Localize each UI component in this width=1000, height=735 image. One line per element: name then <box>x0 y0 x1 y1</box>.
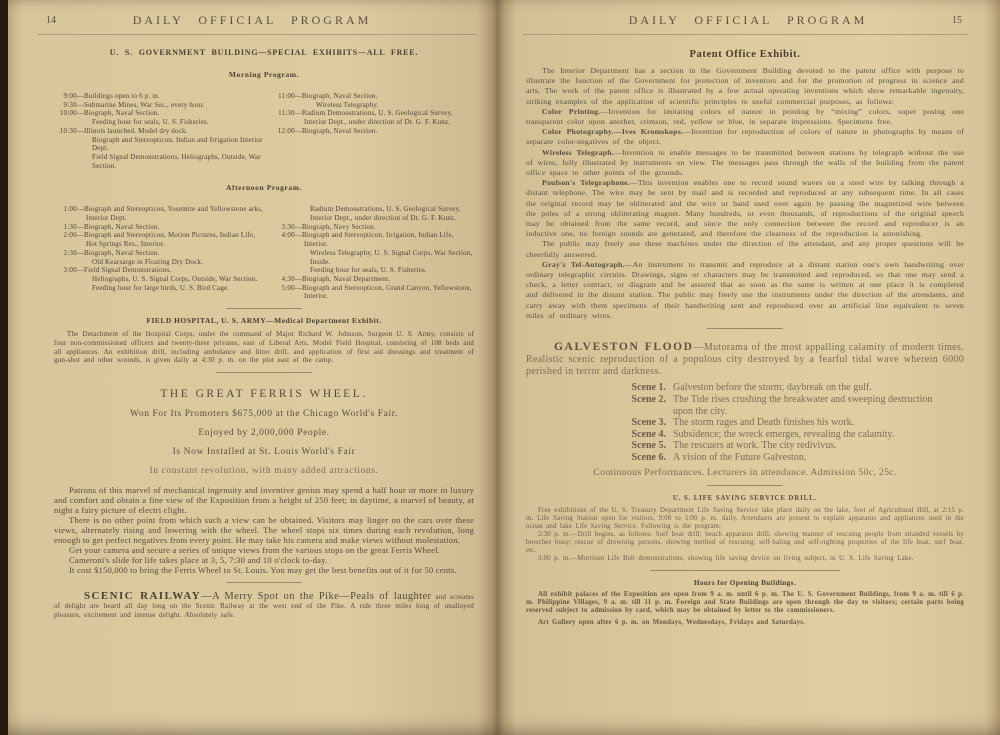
schedule-item: 1:00—Biograph and Stereopticon, Yosemite and Yellowstone arks, Interior Dept. <box>63 205 263 223</box>
morning-schedule-left-col <box>54 92 264 170</box>
hours-paragraph-2: Art Gallery open after 6 p. m. on Mondays, Wednesdays, Fridays and Saturdays. <box>538 618 806 626</box>
scenic-railway-lead: SCENIC RAILWAY <box>84 590 202 603</box>
page-left <box>8 0 496 735</box>
life-saving-paragraph-1: Free exhibitions of the U. S. Treasury Department Life Saving Service take place daily on the lake, foot of Agricultural Hill, at 2:15 p. m. Life Saving Station open for visitors, 9:00 to 5:00 p. m. daily. Attendants are present to explain apparatus and appliances used in the ocean and lake Life Saving Service. Following is the program: <box>526 506 964 530</box>
schedule-item: 10:30—Illinois launched. Model dry dock. <box>59 126 188 135</box>
life-saving-paragraph-3: 3:00 p. m.—Morrison Life Belt demonstrations, showing life saving device on living subject, in U. S. Life Saving Lake. <box>538 554 914 562</box>
hours-title: Hours for Opening Buildings. <box>693 578 797 587</box>
left-page-number: 14 <box>46 15 56 26</box>
ferris-subtitle-1: Won For Its Promoters $675,000 at the Chicago World's Fair. <box>130 409 398 420</box>
patent-item-telegraphone: Poulson's Telegraphone.—This invention enables one to record sound waves on a steel wire by talking through a distant telephone. The wire may be sent by mail and is recorded and reproduced at any subsequent time. In all cases the original record may be obliterated and the wire or band used over again by passing the magnetized wire between the poles of a strong obliterating magnet. Many hundreds, or even thousands, of reproductions of the original speech may be obtained from the same record, and since the only connection between the record and reproducer is an inductive one, no foreign sounds are generated, and therefore the clearness of the reproduction is astonishing. <box>526 178 964 239</box>
scene-row: Scene 3. The storm rages and Death finishes his work. <box>631 417 855 429</box>
schedule-item: 1:30—Biograph, Naval Section. <box>63 222 160 231</box>
galveston-intro: GALVESTON FLOOD—Mutorama of the most appalling calamity of modern times. Realistic scenic reproduction of a populous city destroyed by a fearful tidal wave wherein 6000 perished in terror and darkness. <box>526 341 964 377</box>
ferris-subtitle-3: Is Now Installed at St. Louis World's Fair <box>172 447 356 458</box>
patent-item-wireless-telegraph: Wireless Telegraph.—Invention to enable messages to be transmitted between stations by telegraph without the use of wires, fully illustrated by instruments on view. The messages pass through the walls of the building from the patent office space to other points of the grounds. <box>526 147 964 178</box>
scene-row: Scene 5. The rescuers at work. The city redivivus. <box>631 440 837 452</box>
section-divider <box>650 570 840 571</box>
field-hospital-body: The Detachment of the Hospital Corps, under the command of Major Richard W. Johnson, Surgeon U. S. Army, consists of four non-commissioned officers and twenty-three privates, east of Liberal Arts, Model Field Hospital, consisting of 108 beds and all appliances. An exhibition drill, including ambulance and litter drill, and application of first aid dressings and treatment of gun-shot and other wounds, is given daily at 4:30 p. m. on the plot east of the camp. <box>54 330 474 365</box>
right-page-number: 15 <box>952 15 962 26</box>
right-running-head <box>496 13 1000 29</box>
galveston-scenes <box>526 382 964 463</box>
schedule-item: Field Signal Demonstrations, Heliographs, Outside, War Section. <box>92 152 261 170</box>
schedule-item: 9:00—Buildings open to 6 p. m. <box>63 92 160 100</box>
morning-schedule-right-col <box>264 92 474 170</box>
ferris-paragraph-2: There is no other point from which such a view can be obtained. Visitors may linger on the cars over these views, alternately rising and lowering with the wheel. The wheel stops six times during each revolution, long enough to get perfect negatives from every point. He may take his camera and make views without molestation. <box>54 515 474 546</box>
schedule-item: 11:00—Biograph, Naval Section. <box>278 92 378 100</box>
hours-paragraph-1: All exhibit palaces of the Exposition are open from 9 a. m. until 6 p. m. The U. S. Government Buildings, from 9 a. m. till 6 p. m. Philippine Villages, 9 a. m. till 11 p. m. Foreign and State Buildings are open through the day to visitors; certain parts being reserved subject to admission by card, which may be obtained by letter to the commissioners. <box>526 590 964 614</box>
afternoon-schedule-left-col <box>54 205 264 301</box>
schedule-item: Feeding hour for seals, U. S. Fisheries. <box>92 118 209 127</box>
right-header-title: DAILY OFFICIAL PROGRAM <box>628 13 868 27</box>
scenic-railway-body: and screams of delight are heard all day long on the Scenic Railway at the west end of the Pike. A ride three miles long of unalloyed pleasure, excitement and intense delight. Absolutely safe. <box>54 593 474 619</box>
life-saving-title: U. S. LIFE SAVING SERVICE DRILL. <box>672 493 818 502</box>
galveston-footer: Continuous Performances. Lecturers in attendance. Admission 50c, 25c. <box>593 466 897 478</box>
life-saving-paragraph-2: 2:30 p. m.—Drill begins, as follows: Surf boat drill; beach apparatus drill, showing manner of rescuing people from stranded vessels by breeches buoy; rescue of drowning persons, showing method of rescuing; self-baling and self-righting properties of the life boat, surf boat, etc. <box>526 530 964 554</box>
patent-public-note: The public may freely use these machines under the direction of the attendant, and any proper questions will be cheerfully answered. <box>526 239 964 259</box>
schedule-item: Feeding hour for large birds, U. S. Bird Cage. <box>92 283 230 292</box>
schedule-item: 4:30—Biograph, Naval Department. <box>281 274 391 283</box>
ferris-paragraph-3: Get your camera and secure a series of unique views from the various stops on the great Ferris Wheel. <box>69 545 441 556</box>
right-content <box>496 49 1000 627</box>
patent-office-title: Patent Office Exhibit. <box>689 49 801 60</box>
schedule-item: 11:30—Radium Demonstrations, U. S. Geological Survey, Interior Dept., under direction of Dr. G. F. Kunz. <box>278 109 453 127</box>
patent-item-color-photography: Color Photography.—Ives Kromskops.—Invention for reproduction of colors of nature in photographs by means of separate color-negatives of the object. <box>526 127 964 147</box>
schedule-item: 2:30—Biograph, Naval Section. <box>63 248 160 257</box>
ferris-subtitle-2: Enjoyed by 2,000,000 People. <box>198 428 330 439</box>
left-content <box>8 48 496 620</box>
schedule-item: Wireless Telegraphy. <box>316 100 379 109</box>
schedule-item: 12:00—Biograph, Naval Section. <box>277 126 378 135</box>
schedule-item: Biograph and Stereopticon, Indian and Irrigation Interior Dept. <box>92 135 263 153</box>
schedule-item: 5:00—Biograph and Stereopticon, Grand Canyon, Yellowstone, Interior. <box>281 283 472 301</box>
section-divider <box>216 372 312 373</box>
section-divider <box>226 582 302 583</box>
ferris-subtitle-4: In constant revolution, with many added attractions. <box>149 466 379 477</box>
schedule-item: Radium Demonstrations, U. S. Geological Survey, Interior Dept., under direction of Dr. G. F. Kunz. <box>310 205 461 223</box>
ferris-wheel-title: THE GREAT FERRIS WHEEL. <box>160 388 368 401</box>
scene-row: Scene 6. A vision of the Future Galveston. <box>631 452 807 464</box>
scenic-railway-paragraph <box>54 592 474 619</box>
section-divider <box>707 328 783 329</box>
section-divider <box>226 308 302 309</box>
patent-item-color-printing: Color Printing.—Invention for imitating colors of nature in printing by “mixing” colors, super posing one transparent color upon another, crimson, red, yellow or blue, in separate impressions. Specimens free. <box>526 106 964 127</box>
schedule-item: 3:00—Field Signal Demonstrations. <box>63 266 172 275</box>
scene-row: Scene 1. Galveston before the storm; daybreak on the gulf. <box>631 382 872 394</box>
schedule-item: 3:30—Biograph, Navy Section. <box>281 222 376 231</box>
page-right <box>496 0 1000 735</box>
afternoon-program-title: Afternoon Program. <box>225 183 303 193</box>
ferris-paragraph-5: It cost $150,000 to bring the Ferris Wheel to St. Louis. You may get the best benefits out of it for 50 cents. <box>69 565 457 576</box>
afternoon-schedule <box>54 205 474 301</box>
left-header-title: DAILY OFFICIAL PROGRAM <box>132 13 372 27</box>
scene-row: Scene 4. Subsidence; the wreck emerges, revealing the calamity. <box>631 428 895 440</box>
schedule-item: 4:00—Biograph and Stereopticon, Irrigation, Indian Life, Interior. <box>281 231 454 249</box>
schedule-item: Wireless Telegraphy, U. S. Signal Corps, War Section, Inside. <box>310 248 473 266</box>
schedule-item: Feeding hour for seals, U. S. Fisheries. <box>310 266 427 275</box>
section-divider <box>707 485 783 486</box>
left-header-rule <box>38 34 478 35</box>
patent-item-tel-autograph: Gray's Tel-Autograph.—An instrument to transmit and reproduce at a distant station one's own handwriting over ordinary telegraphic circuits. Drawings, signs or characters may be transmitted and reproduced, so that one may send a check, a letter contract, or diagram and be assured that as soon as the same is written at one place it is completed and delivered in the distant station. The public may freely use the instruments under the direction of the attendants, and carry away with them specimens of their handwriting sent and reproduced over an artificial line equivalent to seven miles of ordinary wires. <box>526 259 964 320</box>
schedule-item: 10:00—Biograph, Naval Section. <box>59 109 160 118</box>
morning-program-title: Morning Program. <box>228 70 300 79</box>
patent-intro: The Interior Department has a section in the Government Building devoted to the patent office with purpose to illustrate the function of the Government for protection of inventors and for the promotion of progress in science and arts. The work of the patent office is illustrated by a few actual operating inventions which show remarkable ingenuity, striking examples of the application of scientific principles to useful commercial purposes, as follows: <box>526 66 964 106</box>
schedule-item: Heliographs, U. S. Signal Corps, Outside, War Section. <box>92 274 258 283</box>
schedule-item: 9:30—Submarine Mines, War Sec., every hour. <box>63 100 205 109</box>
gov-building-title: U. S. GOVERNMENT BUILDING—SPECIAL EXHIBITS—ALL FREE. <box>109 48 419 57</box>
schedule-item: Old Kearsarge in Floating Dry Dock. <box>92 257 204 266</box>
afternoon-schedule-right-col <box>264 205 474 301</box>
ferris-paragraph-1: Patrons of this marvel of mechanical ingenuity and inventive genius may spend a half hour or more in luxury and comfort and obtain a fine view of the Exposition from a height of 250 feet; in daytime, a marvel of beauty, at night a fairy picture of electri clight. <box>54 485 474 516</box>
scenic-railway-tail: —A Merry Spot on the Pike—Peals of laughter <box>201 591 432 603</box>
galveston-lead: GALVESTON FLOOD <box>554 341 694 354</box>
schedule-item: 2:00—Biograph and Stereopticon, Motion Pictures, Indian Life, Hot Springs Res., Interior. <box>63 231 256 249</box>
ferris-paragraph-4: Cameroni's slide for life takes place at 3, 5, 7:30 and 10 o'clock to-day. <box>69 555 328 566</box>
field-hospital-title: FIELD HOSPITAL, U. S. ARMY—Medical Department Exhibit. <box>146 316 382 326</box>
scene-row: Scene 2. The Tide rises crushing the breakwater and sweeping destruction upon the city. <box>631 394 933 417</box>
morning-schedule <box>54 92 474 170</box>
left-running-head <box>8 13 496 29</box>
right-header-rule <box>522 34 968 35</box>
